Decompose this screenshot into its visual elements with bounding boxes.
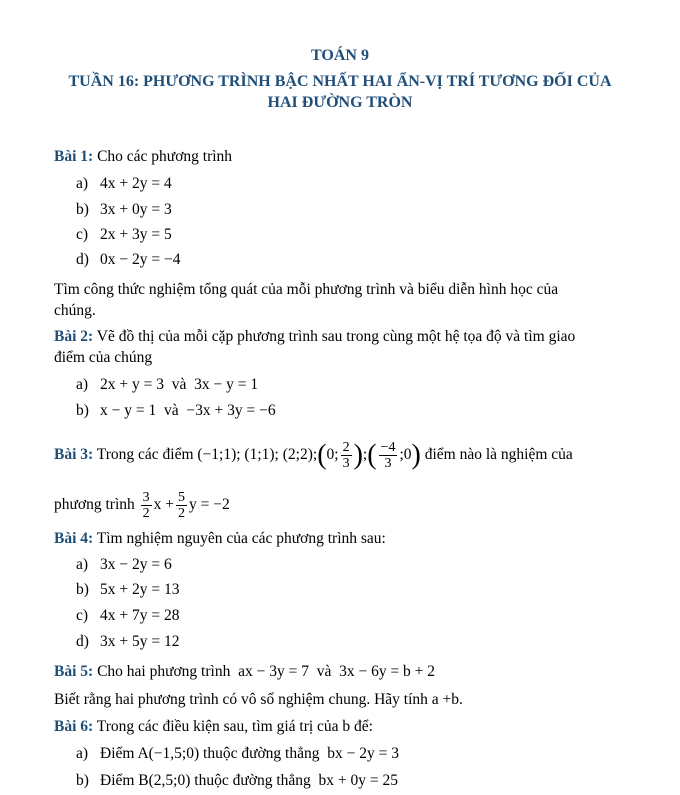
- bai3-point5-suffix: ;0: [399, 446, 412, 464]
- bai3-label: Bài 3:: [54, 446, 94, 464]
- item-letter: c): [76, 607, 89, 624]
- bai3-point4-fraction: [341, 440, 352, 471]
- bai3-fraction-2: [176, 490, 187, 521]
- bai4-text: Tìm nghiệm nguyên của các phương trình sau:: [93, 530, 386, 547]
- bai6-item-a: [76, 744, 399, 764]
- item-letter: b): [76, 402, 89, 419]
- bai5-line-2: Biết rằng hai phương trình có vô số nghiệm chung. Hãy tính a +b.: [54, 691, 463, 708]
- fraction-numerator: 2: [342, 440, 350, 455]
- bai3-fraction-1: [141, 490, 152, 521]
- bai6-heading: [54, 717, 373, 737]
- item-letter: b): [76, 201, 89, 218]
- fraction-numerator: 5: [178, 490, 185, 505]
- bai5-label: Bài 5:: [54, 663, 94, 680]
- document-title-line-2: HAI ĐƯỜNG TRÒN: [267, 94, 413, 111]
- bai1-heading: [54, 147, 232, 167]
- bai3-text-after: điểm nào là nghiệm của: [420, 446, 573, 464]
- paren-open: (: [367, 439, 377, 471]
- item-expression: 0x − 2y = −4: [100, 251, 181, 268]
- bai1-item-c: [76, 225, 172, 245]
- separator: ;: [362, 446, 368, 464]
- item-expression: Điểm B(2,5;0) thuộc đường thẳng bx + 0y = 25: [100, 772, 398, 789]
- bai2-item-b: [76, 401, 276, 421]
- bai1-item-d: [76, 250, 180, 270]
- bai1-text: Cho các phương trình: [93, 148, 233, 165]
- item-expression: 3x + 5y = 12: [100, 633, 180, 650]
- item-expression: 2x + 3y = 5: [100, 226, 172, 243]
- item-letter: a): [76, 556, 89, 573]
- item-letter: a): [76, 376, 89, 393]
- bai6-text: Trong các điều kiện sau, tìm giá trị của b để:: [93, 718, 373, 735]
- item-letter: c): [76, 226, 89, 243]
- bai2-text-line-2: điểm của chúng: [54, 349, 153, 366]
- bai5-heading: [54, 662, 435, 682]
- bai5-text: Cho hai phương trình ax − 3y = 7 và 3x − 6y = b + 2: [93, 663, 436, 680]
- bai4-item-a: [76, 555, 172, 575]
- bai4-item-d: [76, 632, 179, 652]
- item-letter: a): [76, 175, 89, 192]
- bai2-label: Bài 2:: [54, 328, 94, 345]
- bai3-line-2: [54, 490, 230, 521]
- fraction-numerator: 3: [142, 490, 150, 505]
- bai1-question-line-1: Tìm công thức nghiệm tổng quát của mỗi phương trình và biểu diễn hình học của: [54, 281, 559, 298]
- bai4-heading: [54, 529, 386, 549]
- bai1-label: Bài 1:: [54, 148, 94, 165]
- bai1-item-a: [76, 174, 172, 194]
- item-expression: 3x − 2y = 6: [100, 556, 172, 573]
- bai3-end: y = −2: [189, 496, 230, 514]
- paren-open: (: [317, 439, 327, 471]
- bai3-text: Trong các điểm: [93, 446, 198, 464]
- item-expression: 5x + 2y = 13: [100, 581, 180, 598]
- item-expression: 3x + 0y = 3: [100, 201, 172, 218]
- item-expression: Điểm A(−1,5;0) thuộc đường thẳng bx − 2y = 3: [100, 745, 399, 762]
- bai2-heading: [54, 327, 575, 347]
- item-letter: d): [76, 633, 89, 650]
- bai1-question-line-2: chúng.: [54, 302, 96, 319]
- item-expression: 2x + y = 3 và 3x − y = 1: [100, 376, 259, 393]
- item-letter: d): [76, 251, 89, 268]
- fraction-denominator: 2: [142, 506, 150, 521]
- bai1-item-b: [76, 200, 172, 220]
- bai2-item-a: [76, 375, 258, 395]
- document-title-line-1: TUẦN 16: PHƯƠNG TRÌNH BẬC NHẤT HAI ẨN-VỊ TRÍ TƯƠNG ĐỐI CỦA: [68, 73, 612, 90]
- document-subject: TOÁN 9: [311, 47, 369, 64]
- fraction-numerator: −4: [380, 440, 396, 455]
- paren-close: ): [411, 439, 421, 471]
- fraction-denominator: 3: [342, 456, 350, 471]
- item-expression: 4x + 7y = 28: [100, 607, 180, 624]
- bai3-point4-prefix: 0;: [326, 446, 339, 464]
- bai4-item-b: [76, 580, 179, 600]
- bai3-line2-prefix: phương trình: [54, 496, 139, 514]
- item-expression: 4x + 2y = 4: [100, 175, 172, 192]
- item-expression: x − y = 1 và −3x + 3y = −6: [100, 402, 276, 419]
- bai6-label: Bài 6:: [54, 718, 94, 735]
- fraction-denominator: 3: [384, 456, 392, 471]
- bai4-label: Bài 4:: [54, 530, 94, 547]
- bai3-heading: [54, 440, 573, 471]
- bai2-text: Vẽ đồ thị của mỗi cặp phương trình sau trong cùng một hệ tọa độ và tìm giao: [93, 328, 576, 345]
- bai3-points: (−1;1); (1;1); (2;2);: [197, 446, 318, 464]
- bai3-point5-fraction: [379, 440, 398, 471]
- paren-close: ): [353, 439, 363, 471]
- bai6-item-b: [76, 771, 398, 791]
- item-letter: b): [76, 581, 89, 598]
- item-letter: a): [76, 745, 89, 762]
- bai3-mid: x +: [153, 496, 174, 514]
- item-letter: b): [76, 772, 89, 789]
- bai4-item-c: [76, 606, 179, 626]
- fraction-denominator: 2: [178, 506, 185, 521]
